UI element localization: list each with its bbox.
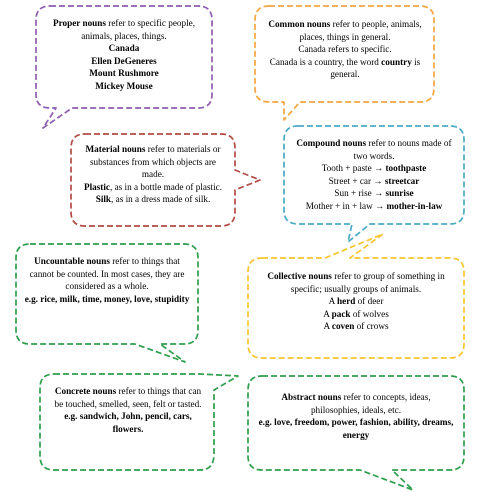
compound-row [292,175,456,188]
collective-pre: A [323,321,332,332]
compound-text [292,137,456,213]
abstract-desc: refer to concepts, ideas, philosophies, ideals, etc. [310,392,431,415]
proper-desc: refer to specific people, animals, places, things. [81,18,196,41]
compound-parts: Sun + rise → [334,188,386,199]
compound-row [292,200,456,213]
compound-row [292,162,456,175]
compound-parts: Tooth + paste → [321,163,386,174]
proper-example: Mickey Mouse [95,80,153,91]
compound-parts: Mother + in + law → [305,200,387,211]
collective-title: Collective nouns [267,271,332,281]
proper-example: Mount Rushmore [89,68,159,79]
material-desc: refer to materials or substances from which objects are made. [89,144,221,180]
collective-word: coven [331,321,355,332]
collective-text [258,270,454,333]
concrete-text [50,385,206,435]
common-line: Canada is a country, the word [269,56,382,67]
material-example-word: Plastic [83,181,110,192]
material-text [80,143,226,206]
collective-pre: A [328,296,337,307]
material-example-word: Silk [95,194,112,205]
common-line: is general. [330,56,421,80]
common-title: Common nouns [268,19,331,29]
uncountable-desc: refer to things that cannot be counted. In most cases, they are considered as a whole. [29,256,185,292]
proper-text [48,17,200,93]
abstract-examples: e.g. love, freedom, power, fashion, ability, dreams, energy [258,417,454,440]
compound-result: mother-in-law [386,200,443,211]
collective-row [258,308,454,321]
collective-pre: A [323,308,332,319]
collective-word: herd [337,296,356,307]
proper-title: Proper nouns [52,18,106,28]
uncountable-title: Uncountable nouns [34,256,110,266]
compound-result: toothpaste [385,163,427,174]
collective-row [258,295,454,308]
collective-post: of deer [355,296,384,307]
abstract-text [258,391,454,441]
common-desc: refer to people, animals, places, things in general. [299,19,422,42]
common-keyword: country [381,56,412,67]
compound-result: sunrise [385,188,414,199]
common-text [265,18,425,81]
compound-row [292,187,456,200]
compound-result: streetcar [384,175,420,186]
collective-row [258,320,454,333]
common-line: Canada refers to specific. [298,44,392,55]
uncountable-examples: e.g. rice, milk, time, money, love, stupidity [24,293,190,304]
abstract-title: Abstract nouns [281,392,342,402]
collective-post: of crows [354,321,389,332]
compound-parts: Street + car → [328,175,385,186]
material-example: , as in a dress made of silk. [111,194,211,205]
concrete-title: Concrete nouns [54,386,117,396]
concrete-examples: e.g. sandwich, John, pencil, cars, flowers. [64,411,192,434]
compound-desc: refer to nouns made of two words. [353,138,452,161]
proper-example: Ellen DeGeneres [91,55,157,66]
concrete-desc: refer to things that can be touched, smelled, seen, felt or tasted. [54,386,202,409]
material-title: Material nouns [85,144,146,154]
collective-post: of wolves [350,308,389,319]
compound-title: Compound nouns [296,138,367,148]
proper-example: Canada [108,43,140,54]
collective-desc: refer to group of something in specific; usually groups of animals. [290,271,445,294]
material-example: , as in a bottle made of plastic. [110,181,223,192]
uncountable-text [24,255,190,305]
collective-word: pack [331,308,351,319]
